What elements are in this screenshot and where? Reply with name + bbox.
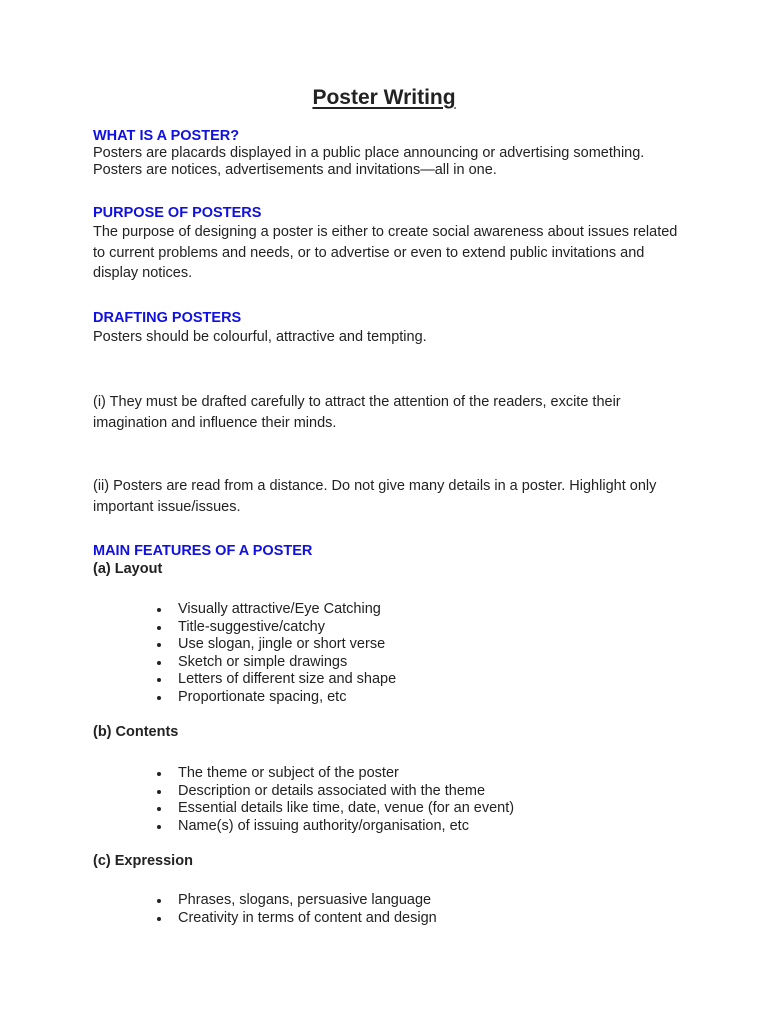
- section-heading: PURPOSE OF POSTERS: [93, 205, 262, 221]
- drafting-point-2: [93, 476, 683, 517]
- list-item: Phrases, slogans, persuasive language: [150, 892, 437, 910]
- section-body: Posters are placards displayed in a public place announcing or advertising something. Posters are notices, advertisements and invitations—all in one.: [93, 145, 645, 178]
- drafting-point-1: [93, 392, 683, 433]
- section-heading: DRAFTING POSTERS: [93, 310, 242, 326]
- list-item: Description or details associated with the theme: [150, 783, 514, 801]
- list-item: Name(s) of issuing authority/organisation, etc: [150, 818, 514, 836]
- list-item: Creativity in terms of content and design: [150, 910, 437, 928]
- layout-label: (a) Layout: [93, 561, 163, 577]
- contents-label: (b) Contents: [93, 724, 179, 740]
- section-body: Posters should be colourful, attractive and tempting.: [93, 329, 427, 345]
- list-item: Essential details like time, date, venue (for an event): [150, 800, 514, 818]
- list-item: Letters of different size and shape: [150, 671, 396, 689]
- list-item: Use slogan, jingle or short verse: [150, 636, 396, 654]
- section-body: The purpose of designing a poster is either to create social awareness about issues related to current problems and needs, or to advertise or even to extend public invitations and display notices.: [93, 224, 678, 281]
- contents-list: [150, 765, 514, 835]
- section-main-features: [93, 542, 683, 578]
- section-heading: WHAT IS A POSTER?: [93, 128, 240, 144]
- list-item: Title-suggestive/catchy: [150, 619, 396, 637]
- expression-block: [93, 852, 683, 870]
- list-item: Visually attractive/Eye Catching: [150, 601, 396, 619]
- section-purpose: [93, 204, 683, 284]
- point-text: (ii) Posters are read from a distance. Do not give many details in a poster. Highlight only important issue/issues.: [93, 478, 657, 515]
- list-item: Sketch or simple drawings: [150, 654, 396, 672]
- page-title: Poster Writing: [312, 86, 456, 109]
- section-heading: MAIN FEATURES OF A POSTER: [93, 543, 313, 559]
- list-item: The theme or subject of the poster: [150, 765, 514, 783]
- expression-list: [150, 892, 437, 927]
- point-text: (i) They must be drafted carefully to attract the attention of the readers, excite their imagination and influence their minds.: [93, 394, 621, 431]
- list-item: Proportionate spacing, etc: [150, 689, 396, 707]
- contents-block: [93, 723, 683, 741]
- expression-label: (c) Expression: [93, 853, 193, 869]
- section-what-is-poster: [93, 127, 683, 179]
- layout-list: [150, 601, 396, 707]
- section-drafting: [93, 309, 683, 348]
